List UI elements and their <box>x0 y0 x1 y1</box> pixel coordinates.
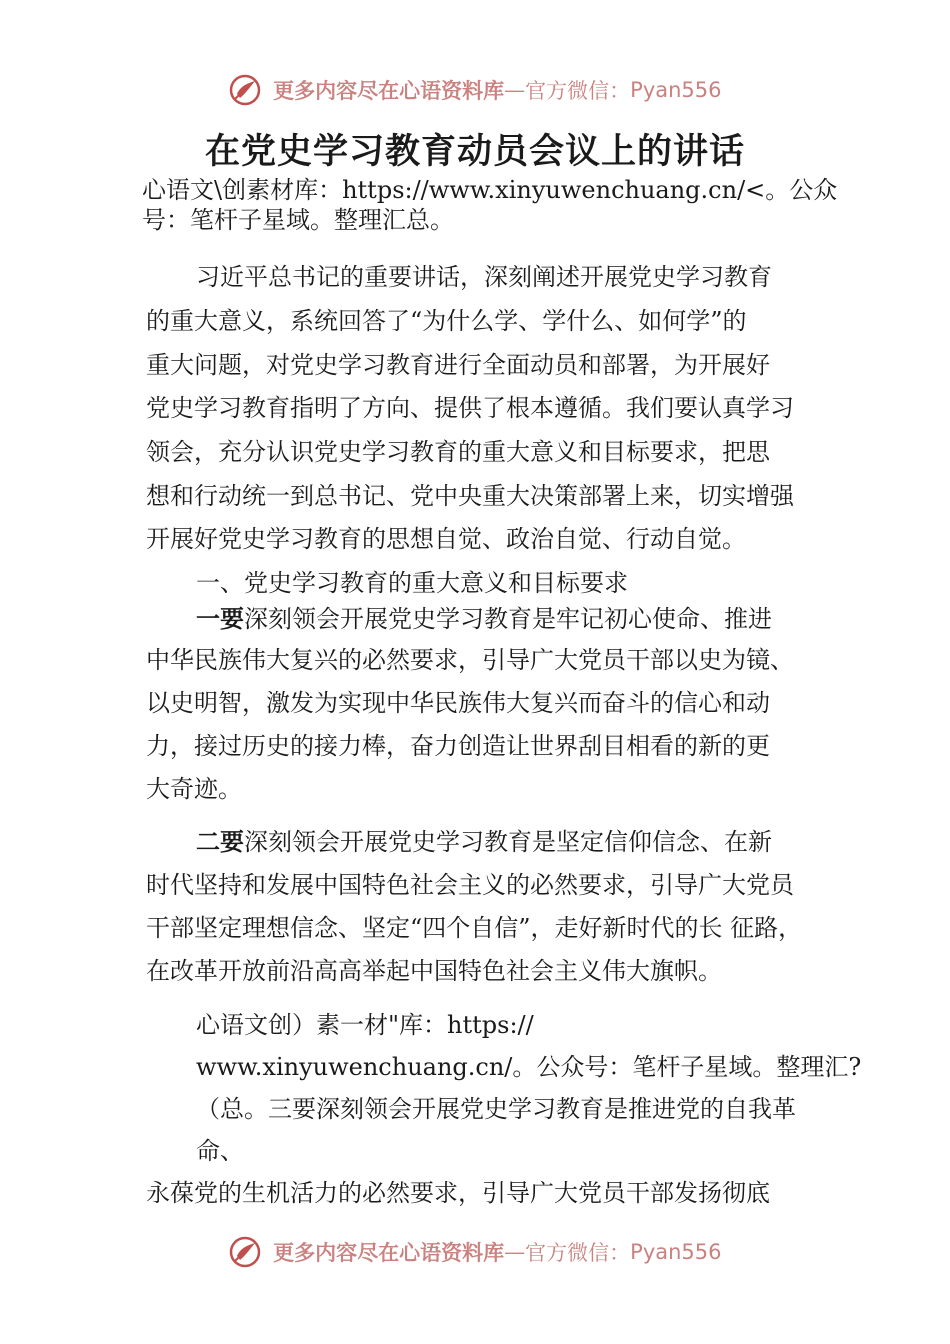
point2-line-3: 干部坚定理想信念、坚定“四个自信”，走好新时代的长 征路， <box>146 914 803 942</box>
section-heading: 一、党史学习教育的重大意义和目标要求 <box>196 569 628 597</box>
intro-line-1: 习近平总书记的重要讲话，深刻阐述开展党史学习教育 <box>196 263 772 291</box>
footer-brand-text: 更多内容尽在心语资料库 <box>273 1240 505 1265</box>
source-line-1: 心语文\创素材库：https://www.xinyuwenchuang.cn/<。公众 <box>142 176 838 204</box>
footer-wechat-id: Pyan556 <box>630 1240 722 1264</box>
header-watermark <box>0 73 950 107</box>
intro-line-2: 的重大意义，系统回答了“为什么学、学什么、如何学”的 <box>146 307 747 335</box>
footer-watermark <box>0 1235 950 1269</box>
point3-line-4: 命、 <box>196 1137 244 1165</box>
point2-first-line <box>196 827 772 857</box>
point2-line-2: 时代坚持和发展中国特色社会主义的必然要求，引导广大党员 <box>146 871 794 899</box>
header-separator: — <box>504 78 526 102</box>
point2-line-4: 在改革开放前沿高高举起中国特色社会主义伟大旗帜。 <box>146 957 722 985</box>
footer-wechat-label: 官方微信： <box>525 1241 631 1265</box>
intro-line-3: 重大问题，对党史学习教育进行全面动员和部署，为开展好 <box>146 351 770 379</box>
point2-bold: 二要 <box>196 828 244 856</box>
point1-first-line <box>196 604 772 634</box>
footer-separator: — <box>504 1240 526 1264</box>
point3-line-5: 永葆党的生机活力的必然要求，引导广大党员干部发扬彻底 <box>146 1179 770 1207</box>
point1-line-4: 力，接过历史的接力棒，奋力创造让世界刮目相看的新的更 <box>146 732 770 760</box>
point3-line-1: 心语文创）素一材"库：https:// <box>196 1011 534 1039</box>
intro-line-6: 想和行动统一到总书记、党中央重大决策部署上来，切实增强 <box>146 482 794 510</box>
point1-first-text: 深刻领会开展党史学习教育是牢记初心使命、推进 <box>244 605 772 633</box>
brand-logo-icon <box>228 73 262 107</box>
point2-first-text: 深刻领会开展党史学习教育是坚定信仰信念、在新 <box>244 828 772 856</box>
document-title: 在党史学习教育动员会议上的讲话 <box>204 131 745 172</box>
point1-line-5: 大奇迹。 <box>146 775 242 803</box>
header-wechat-label: 官方微信： <box>525 79 631 103</box>
brand-logo-icon <box>228 1235 262 1269</box>
source-line-2: 号：笔杆子星域。整理汇总。 <box>142 206 454 234</box>
point1-bold: 一要 <box>196 605 244 633</box>
intro-line-4: 党史学习教育指明了方向、提供了根本遵循。我们要认真学习 <box>146 394 794 422</box>
point1-line-2: 中华民族伟大复兴的必然要求，引导广大党员干部以史为镜、 <box>146 646 794 674</box>
intro-line-5: 领会，充分认识党史学习教育的重大意义和目标要求，把思 <box>146 438 770 466</box>
header-wechat-id: Pyan556 <box>630 78 722 102</box>
intro-line-7: 开展好党史学习教育的思想自觉、政治自觉、行动自觉。 <box>146 525 746 553</box>
point1-line-3: 以史明智，激发为实现中华民族伟大复兴而奋斗的信心和动 <box>146 689 770 717</box>
header-brand-text: 更多内容尽在心语资料库 <box>273 78 505 103</box>
point3-line-3: （总。三要深刻领会开展党史学习教育是推进党的自我革 <box>196 1095 796 1123</box>
point3-line-2: www.xinyuwenchuang.cn/。公众号：笔杆子星域。整理汇? <box>196 1053 862 1081</box>
